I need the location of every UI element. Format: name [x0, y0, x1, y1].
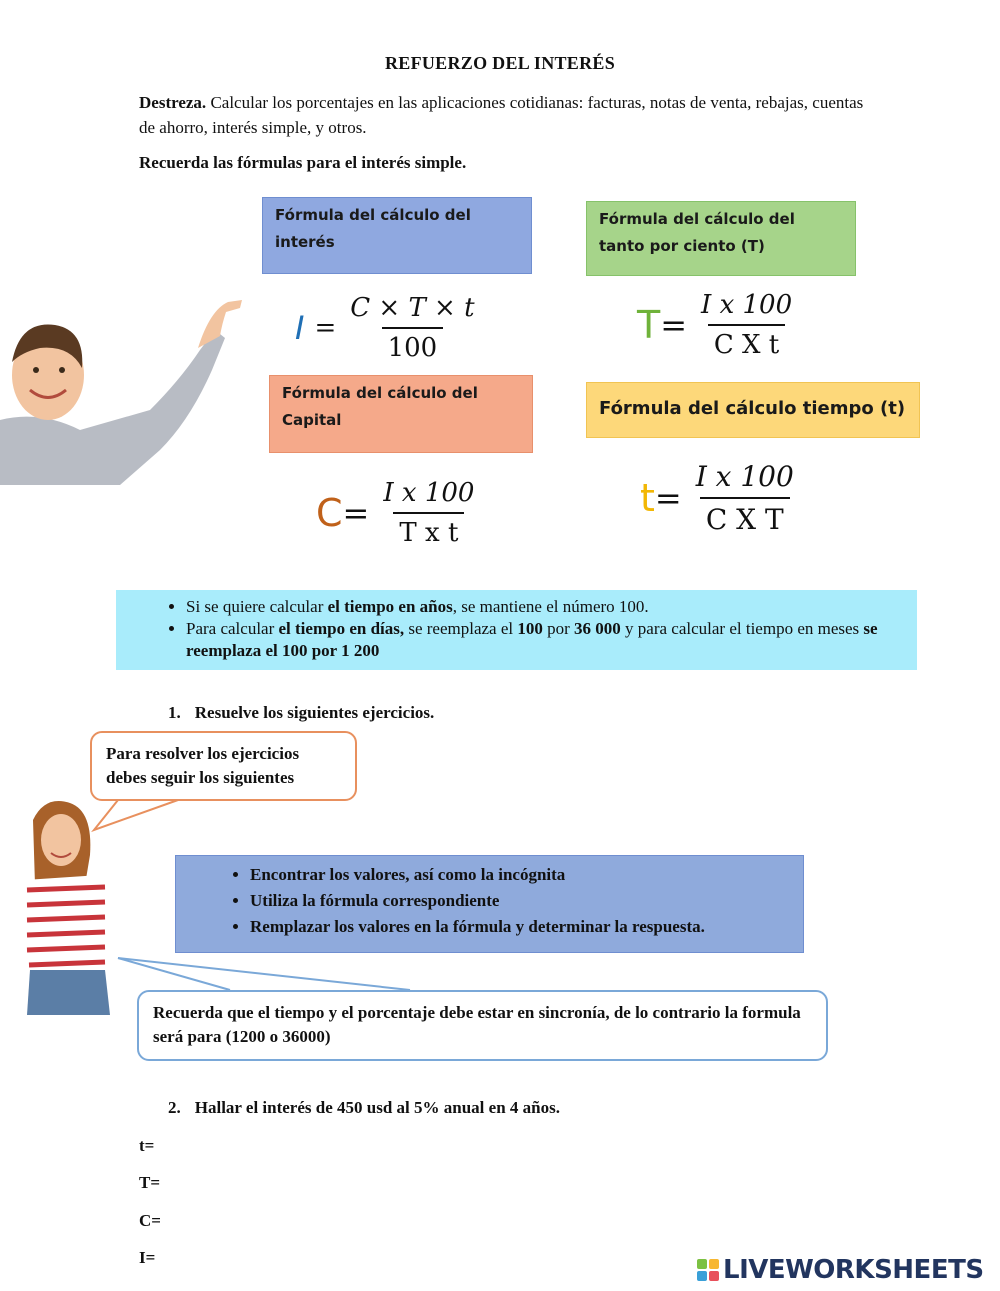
liveworksheets-logo [697, 1255, 984, 1285]
capital-symbol: C [316, 491, 343, 535]
pointing-boy-illustration [0, 290, 245, 485]
interest-formula-box: Fórmula del cálculo del interés [262, 197, 532, 274]
step-item: • Encontrar los valores, así como la incógnita [250, 862, 793, 888]
time-formula [640, 460, 800, 536]
exercise-2-heading: 2. Hallar el interés de 450 usd al 5% anual en 4 años. [168, 1098, 560, 1117]
capital-formula-box: Fórmula del cálculo del Capital [269, 375, 533, 453]
fraction-numerator: C × T × t [350, 293, 475, 323]
percent-fraction [695, 290, 798, 360]
instruction-bubble: Para resolver los ejercicios debes seguir los siguientes [90, 731, 357, 801]
step-item: • Utiliza la fórmula correspondiente [250, 888, 793, 914]
skill-paragraph [139, 90, 864, 140]
answer-rate-label: T= [139, 1173, 161, 1192]
solving-steps-box [175, 855, 804, 953]
fraction-denominator: C X T [700, 497, 790, 536]
fraction-numerator: I x 100 [695, 460, 794, 493]
capital-fraction [377, 478, 480, 548]
answer-interest-label: I= [139, 1248, 156, 1267]
logo-text: LIVEWORKSHEETS [723, 1255, 984, 1285]
skill-label: Destreza. [139, 93, 207, 112]
equals-sign: = [654, 479, 682, 517]
fraction-denominator: 100 [382, 327, 444, 363]
fraction-denominator: C X t [708, 324, 785, 360]
skill-text: Calcular los porcentajes en las aplicaciones cotidianas: facturas, notas de venta, rebajas, cuentas de ahorro, interés simple, y otros. [139, 93, 864, 137]
interest-fraction [344, 293, 480, 363]
percent-symbol: T [637, 303, 661, 347]
answer-time-label: t= [139, 1136, 155, 1155]
interest-symbol: I [295, 309, 305, 347]
fraction-denominator: T x t [393, 512, 464, 548]
equals-sign: = [342, 494, 370, 532]
time-symbol: t [640, 476, 655, 520]
equals-sign: = [660, 306, 688, 344]
logo-mark-icon [697, 1259, 719, 1281]
capital-formula [316, 478, 480, 548]
note-years: • Si se quiere calcular el tiempo en años, se mantiene el número 100. [186, 596, 907, 618]
answer-capital-label: C= [139, 1211, 161, 1230]
time-formula-box: Fórmula del cálculo tiempo (t) [586, 382, 920, 438]
percent-formula-box: Fórmula del cálculo del tanto por ciento (T) [586, 201, 856, 276]
interest-formula [295, 293, 481, 363]
reminder-heading: Recuerda las fórmulas para el interés simple. [139, 153, 467, 172]
exercise-1-heading: 1. Resuelve los siguientes ejercicios. [168, 703, 435, 722]
step-item: • Remplazar los valores en la fórmula y determinar la respuesta. [250, 914, 793, 940]
fraction-numerator: I x 100 [701, 290, 793, 320]
page-title: REFUERZO DEL INTERÉS [384, 53, 616, 73]
note-days-months: • Para calcular el tiempo en días, se reemplaza el 100 por 36 000 y para calcular el tiempo en meses se reemplaza el 100 por 1 200 [186, 618, 907, 662]
time-fraction [690, 460, 800, 536]
sync-reminder-bubble: Recuerda que el tiempo y el porcentaje debe estar en sincronía, de lo contrario la formula será para (1200 o 36000) [137, 990, 828, 1061]
fraction-numerator: I x 100 [383, 478, 475, 508]
equals-sign: = [314, 313, 337, 343]
time-conversion-note [116, 590, 917, 670]
percent-formula [637, 290, 798, 360]
